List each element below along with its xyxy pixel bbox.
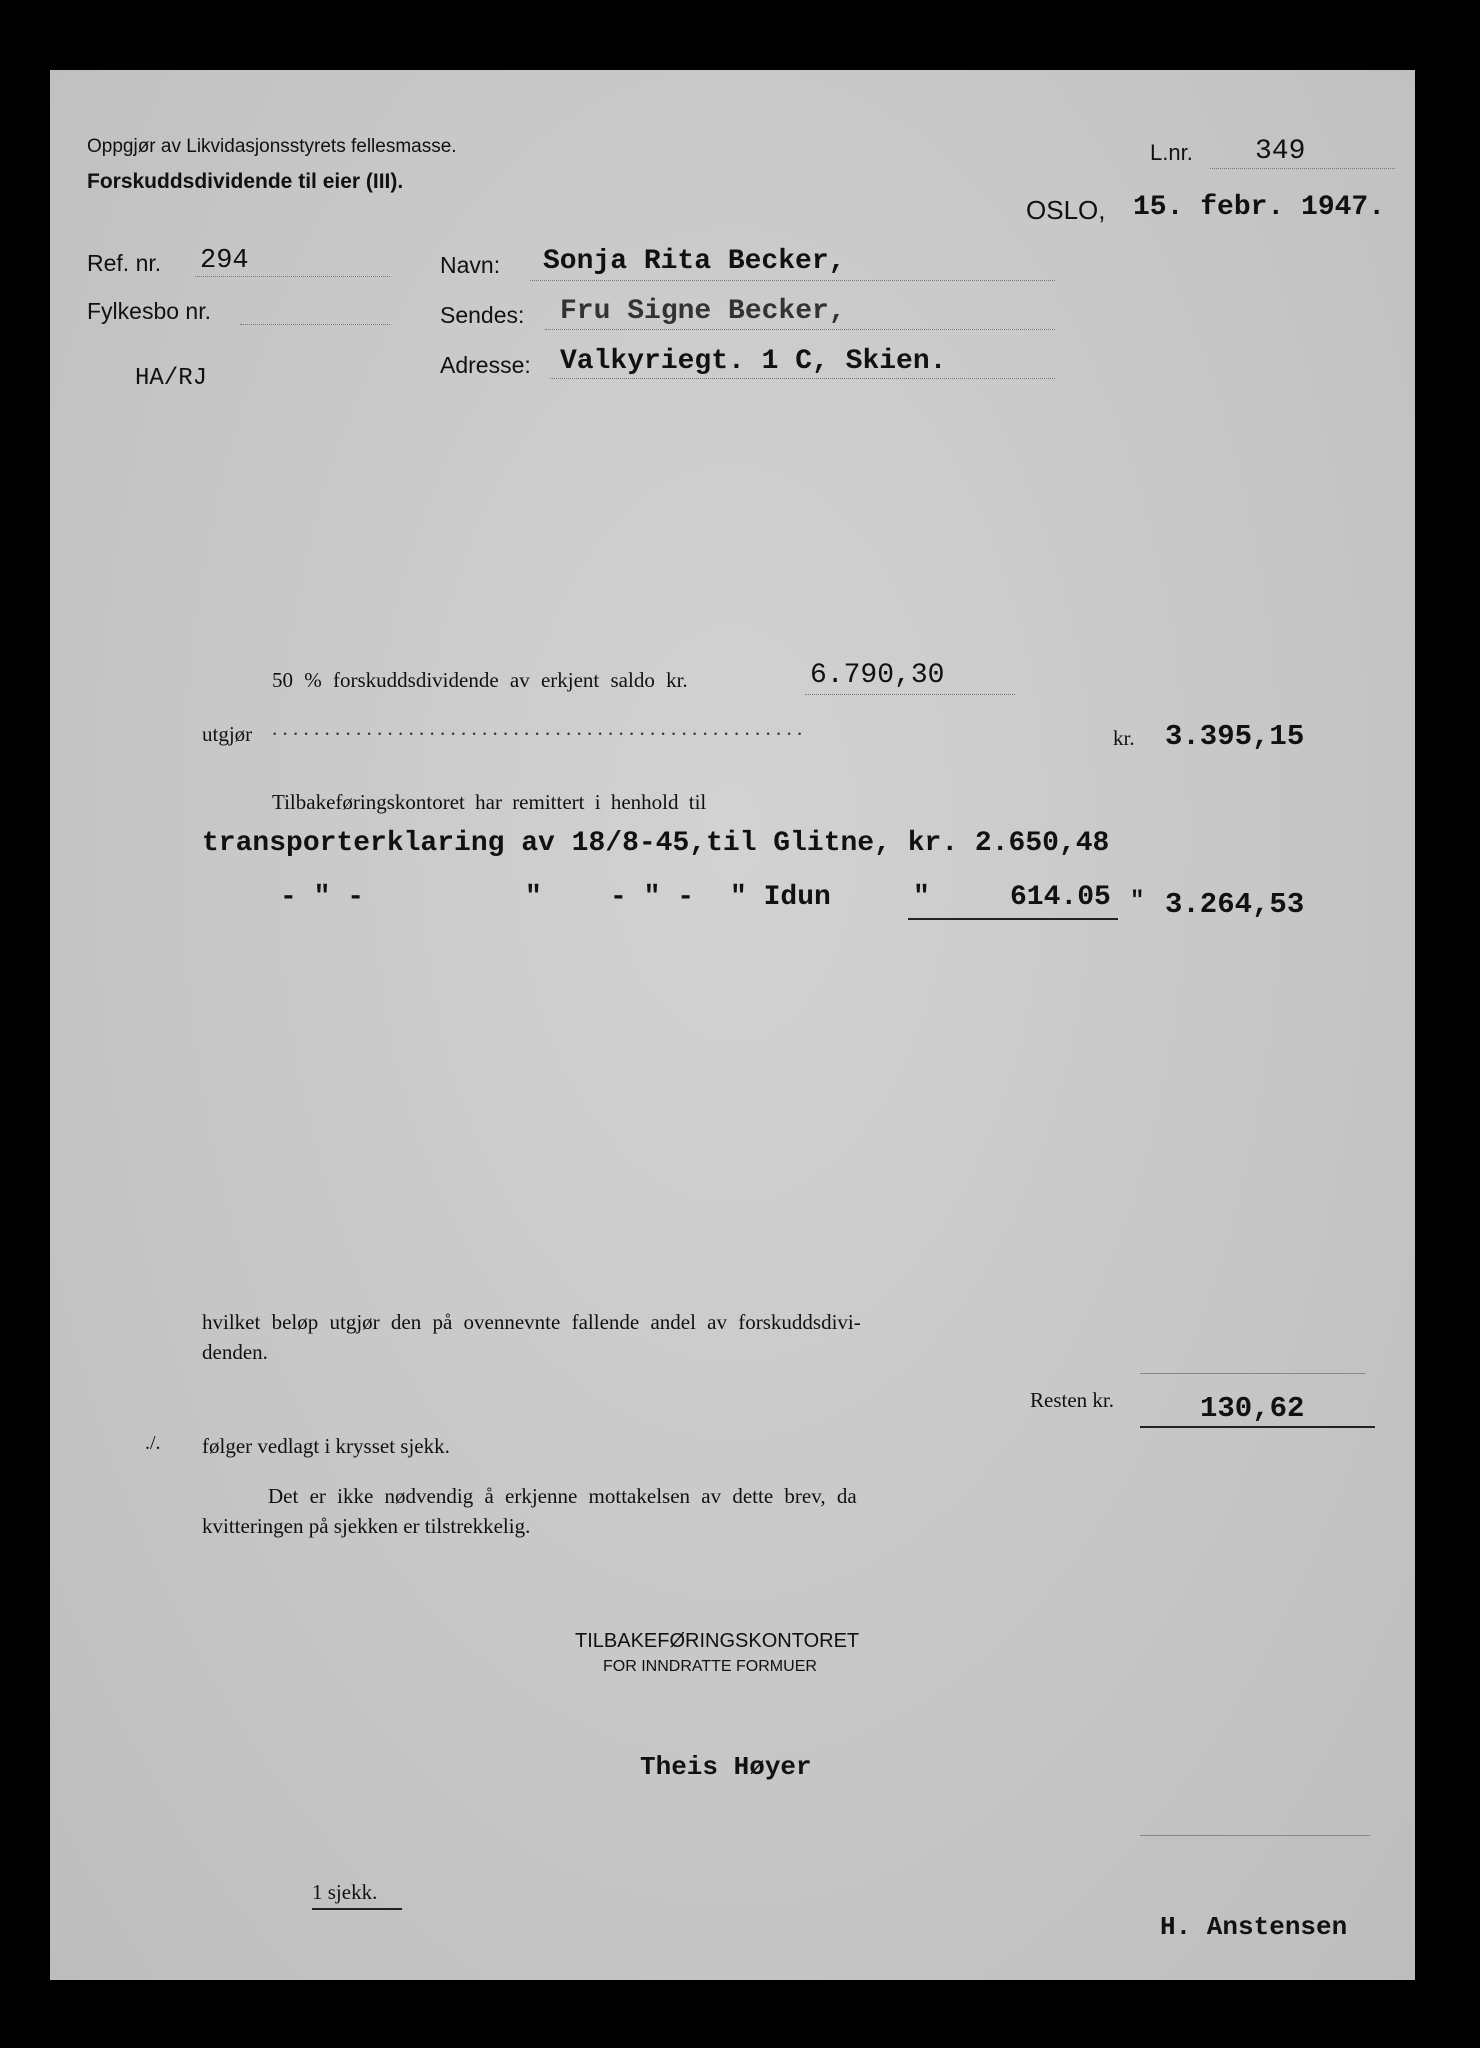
remit-line: Tilbakeføringskontoret har remittert i henhold til: [272, 790, 707, 814]
subtotal-rule: [908, 918, 1118, 920]
resten-value: 130,62: [1200, 1392, 1305, 1425]
ref-dotline: [195, 276, 390, 277]
office-line1: TILBAKEFØRINGSKONTORET: [575, 1630, 860, 1652]
header-subtitle: Forskuddsdividende til eier (III).: [87, 170, 404, 193]
paragraph-line2: denden.: [202, 1340, 268, 1364]
office-line2: FOR INNDRATTE FORMUER: [603, 1658, 817, 1675]
utgjor-leader: . . . . . . . . . . . . . . . . . . . . . . . . . . . . . . . . . . . . . . . . . . . . . . . . . . .: [272, 716, 803, 740]
transport-line: transporterklaring av 18/8-45,til Glitne, kr. 2.650,48: [202, 828, 1110, 859]
ditto-a: - " -: [280, 882, 365, 913]
resten-top-rule: [1140, 1373, 1365, 1374]
resten-label: Resten kr.: [1030, 1388, 1114, 1412]
cosigner-rule: [1140, 1835, 1370, 1836]
lnr-value: 349: [1255, 136, 1306, 167]
utgjor-label: utgjør: [202, 722, 253, 746]
check-line: følger vedlagt i krysset sjekk.: [202, 1434, 450, 1458]
sum-value: 3.264,53: [1165, 888, 1305, 921]
fylkesbo-label: Fylkesbo nr.: [87, 298, 211, 324]
saldo-value: 6.790,30: [810, 660, 945, 691]
utgjor-value: 3.395,15: [1165, 720, 1305, 753]
adresse-label: Adresse:: [440, 352, 531, 378]
initials: HA/RJ: [135, 365, 208, 392]
ditto-d: " Idun: [730, 882, 831, 913]
place-label: OSLO,: [1026, 195, 1106, 225]
sendes-label: Sendes:: [440, 302, 525, 328]
cosigner-name: H. Anstensen: [1160, 1912, 1348, 1942]
signer-name: Theis Høyer: [640, 1752, 812, 1782]
enclosure-underline: [312, 1908, 402, 1910]
header-title: Oppgjør av Likvidasjonsstyrets fellesmasse.: [87, 136, 457, 157]
document-page: [50, 70, 1415, 1980]
adresse-dotline: [550, 378, 1055, 379]
lnr-dotline: [1210, 168, 1395, 169]
sendes-value: Fru Signe Becker,: [560, 296, 846, 327]
letter-date: 15. febr. 1947.: [1133, 192, 1386, 223]
sum-ditto: ": [1130, 888, 1145, 915]
navn-value: Sonja Rita Becker,: [543, 246, 846, 277]
utgjor-kr: kr.: [1113, 726, 1135, 750]
adresse-value: Valkyriegt. 1 C, Skien.: [560, 346, 947, 377]
ref-label: Ref. nr.: [87, 250, 162, 276]
idun-amount: 614.05: [1010, 882, 1111, 913]
lnr-label: L.nr.: [1150, 140, 1193, 165]
ditto-e: ": [913, 882, 930, 913]
ditto-b: ": [525, 882, 542, 913]
check-mark: ./.: [145, 1432, 161, 1454]
sendes-dotline: [545, 329, 1055, 330]
notice-line2: kvitteringen på sjekken er tilstrekkelig.: [202, 1514, 531, 1538]
ref-value: 294: [200, 246, 249, 276]
fylkesbo-dotline: [240, 324, 390, 325]
enclosure-note: 1 sjekk.: [312, 1880, 378, 1904]
resten-rule: [1140, 1426, 1375, 1428]
navn-label: Navn:: [440, 252, 501, 278]
paragraph-line1: hvilket beløp utgjør den på ovennevnte fallende andel av forskuddsdivi-: [202, 1310, 861, 1334]
ditto-c: - " -: [610, 882, 695, 913]
saldo-dotline: [805, 694, 1015, 695]
percent-line: 50 % forskuddsdividende av erkjent saldo kr.: [272, 668, 688, 692]
navn-dotline: [530, 280, 1055, 281]
notice-line1: Det er ikke nødvendig å erkjenne mottakelsen av dette brev, da: [268, 1484, 857, 1508]
